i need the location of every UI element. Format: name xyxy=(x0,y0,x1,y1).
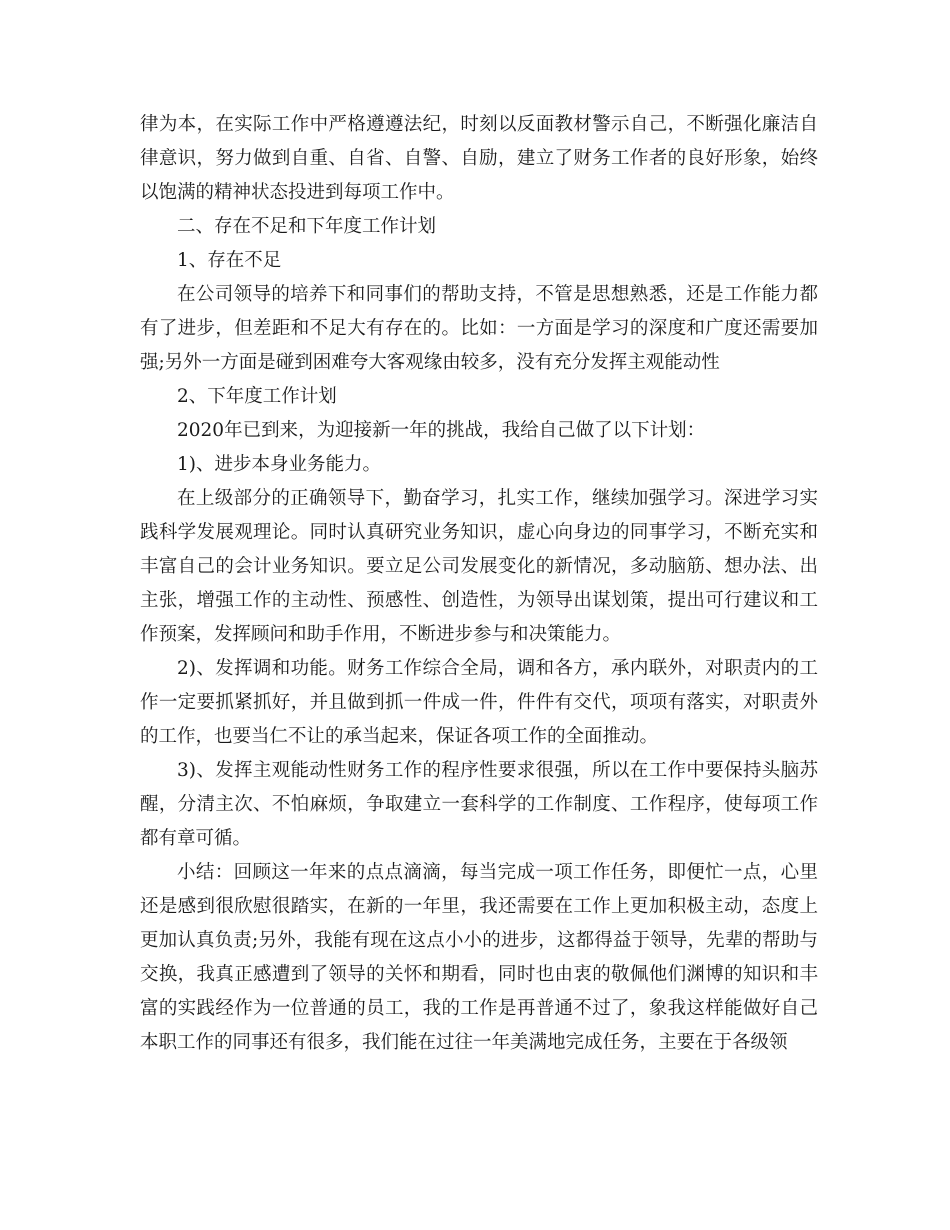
paragraph-plan-item-3: 3)、发挥主观能动性财务工作的程序性要求很强，所以在工作中要保持头脑苏醒，分清主次、不怕麻烦，争取建立一套科学的工作制度、工作程序，使每项工作都有章可循。 xyxy=(140,760,818,849)
paragraph-plan-intro: 2020年已到来，为迎接新一年的挑战，我给自己做了以下计划： xyxy=(177,420,706,441)
paragraph-shortcomings: 在公司领导的培养下和同事们的帮助支持，不管是思想熟悉，还是工作能力都有了进步，但差距和不足大有存在的。比如：一方面是学习的深度和广度还需要加强;另外一方面是碰到困难夸大客观缘由较多，没有充分发挥主观能动性 xyxy=(140,284,818,373)
paragraph-summary: 小结：回顾这一年来的点点滴滴，每当完成一项工作任务，即便忙一点，心里还是感到很欣慰很踏实，在新的一年里，我还需要在工作上更加积极主动，态度上更加认真负责;另外，我能有现在这点小小的进步，这都得益于领导，先辈的帮助与交换，我真正感遭到了领导的关怀和期看，同时也由衷的敬佩他们渊博的知识和丰富的实践经作为一位普通的员工，我的工作是再普通不过了，象我这样能做好自己本职工作的同事还有很多，我们能在过往一年美满地完成任务，主要在于各级领 xyxy=(140,862,818,1053)
document-body xyxy=(140,108,818,1060)
plan-item-1-heading: 1)、进步本身业务能力。 xyxy=(177,454,381,475)
subheading-shortcomings: 1、存在不足 xyxy=(177,250,282,271)
paragraph-plan-item-2: 2)、发挥调和功能。财务工作综合全局，调和各方，承内联外，对职责内的工作一定要抓紧抓好，并且做到抓一件成一件，件件有交代，项项有落实，对职责外的工作，也要当仁不让的承当起来，保证各项工作的全面推动。 xyxy=(140,658,818,747)
paragraph-plan-item-1: 在上级部分的正确领导下，勤奋学习，扎实工作，继续加强学习。深进学习实践科学发展观理论。同时认真研究业务知识，虚心向身边的同事学习，不断充实和丰富自己的会计业务知识。要立足公司发展变化的新情况，多动脑筋、想办法、出主张，增强工作的主动性、预感性、创造性，为领导出谋划策，提出可行建议和工作预案，发挥顾问和助手作用，不断进步参与和决策能力。 xyxy=(140,488,818,645)
section-heading-shortcomings-and-plan: 二、存在不足和下年度工作计划 xyxy=(177,216,437,237)
paragraph-integrity: 律为本，在实际工作中严格遵遵法纪，时刻以反面教材警示自己，不断强化廉洁自律意识，努力做到自重、自省、自警、自励，建立了财务工作者的良好形象，始终以饱满的精神状态投进到每项工作中。 xyxy=(140,114,818,203)
subheading-next-year-plan: 2、下年度工作计划 xyxy=(177,386,337,407)
